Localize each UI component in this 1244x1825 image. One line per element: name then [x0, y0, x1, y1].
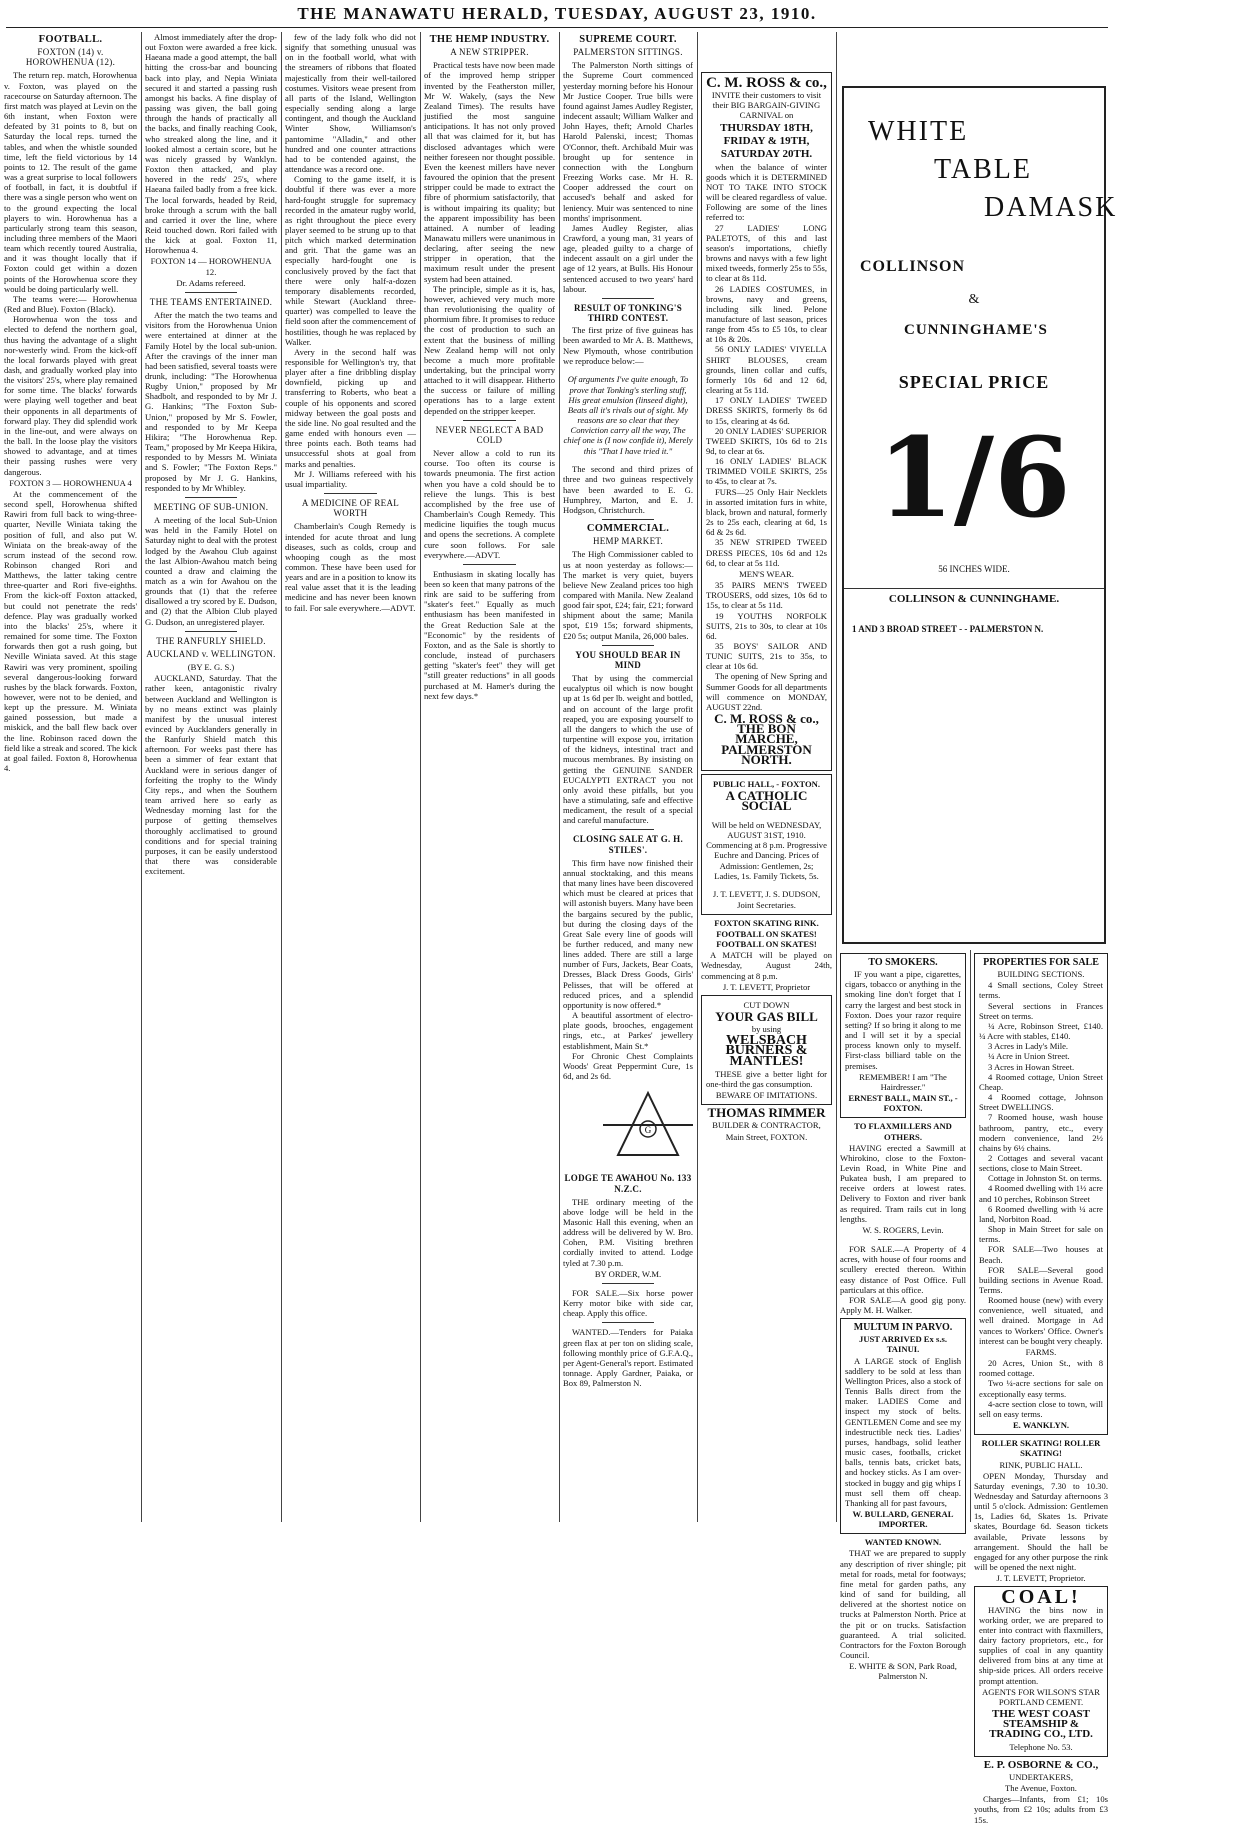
hemp-industry-heading: THE HEMP INDUSTRY. — [429, 34, 550, 45]
divider — [185, 292, 238, 293]
multum-signature: W. BULLARD, GENERAL IMPORTER. — [852, 1508, 954, 1530]
ross-item: 56 ONLY LADIES' VIYELLA SHIRT BLOUSES, cream grounds, linen collar and cuffs, formerly 10s 6d and 12 6d, clearing at 5s 11d. — [706, 344, 827, 396]
damask-address: 1 AND 3 BROAD STREET - - PALMERSTON N. — [852, 624, 1044, 634]
osborne-name: E. P. OSBORNE & CO., — [983, 1758, 1099, 1771]
coal-agents: AGENTS FOR WILSON'S STAR PORTLAND CEMENT. — [982, 1686, 1100, 1707]
multum-text: A LARGE stock of English saddlery to be sold at less than Wellington Prices, also a stock of Tennis Balls direct from the maker. LADIES Come and inspect my stock of belts. GENTLEMEN Come and see my indestructible neck ties. Ladies' purses, handbags, solid leather music cases, footballs, cricket balls, tennis bats, cricket bats, and hockey sticks. As I am over-stocked in buggy and gig whips I must sell them off cheap. Thanking all for past favours, — [845, 1355, 961, 1508]
article-paragraph: Practical tests have now been made of the improved hemp stripper invented by the Featherston miller, Mr W. Wakely, (says the New Zealand Times). The results have justified the most sanguine anticipations. It has not only proved all that was claimed for it, but has disclosed advantages which were neither foreseen nor thought possible. Even the keenest millers have never favoured the opinion that the present stripper could be made to extract the fibre of phormium satisfactorily, that is without impairing its quality; but the apparent impossibility has been attained. A number of leading Manawatu millers were unanimous in declaring, after seeing the new stripper in operation, that the maximum result under the present system had been attained. — [424, 60, 555, 284]
football-subheading: FOXTON (14) v. HOROWHENUA (12). — [25, 47, 116, 68]
wanted-signature: E. WHITE & SON, Park Road, Palmerston N. — [849, 1661, 957, 1682]
svg-text:G: G — [644, 1125, 652, 1136]
ross-item: 17 ONLY LADIES' TWEED DRESS SKIRTS, formerly 8s 6d to 15s, clearing at 4s 6d. — [706, 395, 827, 426]
property-item: 4-acre section close to town, will sell on easy terms. — [979, 1398, 1103, 1419]
ross-item: 26 LADIES COSTUMES, in browns, navy and greens, including silk lined. Pelone manufacture of last season, prices range from 45s to £5 10s, to clear at 10s & 20s. — [706, 283, 827, 345]
tender-ad: WANTED.—Tenders for Paiaka green flax at per ton on sliding scale, following monthly price of G.F.A.Q., per Agent-General's report. Estimated tonnage. Apply Gardner, Paiaka, or Box 89, Palmerston N. — [563, 1327, 693, 1389]
special-price: 1/6 — [877, 413, 1071, 542]
advert-paragraph: For Chronic Chest Complaints Woods' Great Peppermint Cure, 1s 6d, and 2s 6d. — [563, 1050, 693, 1082]
divider — [602, 1322, 654, 1323]
column-1 — [4, 32, 137, 1522]
multum-subtitle: JUST ARRIVED Ex s.s. TAINUI. — [859, 1334, 947, 1355]
ross-items — [706, 223, 827, 672]
smokers-signature: ERNEST BALL, MAIN ST., - FOXTON. — [848, 1093, 958, 1114]
supreme-court-heading: SUPREME COURT. — [579, 34, 677, 45]
osborne-trade: UNDERTAKERS, — [1009, 1771, 1073, 1782]
bad-cold-heading: NEVER NEGLECT A BAD COLD — [435, 424, 544, 445]
rimmer-address: Main Street, FOXTON. — [725, 1131, 808, 1142]
damask-line: DAMASK — [984, 192, 1118, 223]
new-stripper-subheading: A NEW STRIPPER. — [450, 47, 529, 58]
osborne-charges: Charges—Infants, from £1; 10s youths, from £2 10s; adults from £3 15s. — [974, 1794, 1108, 1825]
commercial-heading: COMMERCIAL. — [586, 523, 670, 535]
property-for-sale-ad: FOR SALE.—A Property of 4 acres, with house of four rooms and scullery erected thereon. Within easy distance of Post Office. Full particulars at this office. — [840, 1244, 966, 1295]
flax-signature: W. S. ROGERS, Levin. — [862, 1224, 944, 1235]
property-item: 7 Roomed house, wash house bathroom, pantry, etc., every modern convenience, land 2½ chains by 6½ chains. — [979, 1112, 1103, 1153]
hemp-market-subheading: HEMP MARKET. — [592, 536, 664, 547]
rink-title: FOXTON SKATING RINK. — [714, 917, 819, 928]
ranfurly-shield-heading: THE RANFURLY SHIELD. — [156, 635, 266, 646]
gas-warning: BEWARE OF IMITATIONS. — [715, 1090, 818, 1101]
ross-closing: The opening of New Spring and Summer Goods for all departments will commence on MONDAY, AUGUST 22nd. — [706, 671, 827, 712]
article-paragraph: Mr J. Williams refereed with his usual impartiality. — [285, 468, 416, 489]
article-paragraph: A meeting of the local Sub-Union was held in the Family Hotel on Saturday night to deal with the protest lodged by the Awahou Club against the last Albion-Awahou match being counted a draw and claiming the match as a win for Awahou on the grounds that (1) that the referee disallowed a try scored by E. Dudson, and (2) that the Albion Club played G. Dudson, an unregistered player. — [145, 515, 277, 627]
smokers-advert — [840, 953, 966, 1118]
masthead-rule — [6, 27, 1108, 28]
hall-title: PUBLIC HALL, - FOXTON. — [712, 778, 821, 789]
referee-note: Dr. Adams refereed. — [176, 277, 246, 288]
medicine-heading: A MEDICINE OF REAL WORTH — [301, 498, 400, 519]
coal-telephone: Telephone No. 53. — [1009, 1741, 1073, 1752]
column-3 — [285, 32, 416, 1522]
rimmer-trade: BUILDER & CONTRACTOR, — [712, 1120, 821, 1131]
sub-union-heading: MEETING OF SUB-UNION. — [153, 501, 269, 512]
column-2 — [145, 32, 277, 1522]
property-item: FOR SALE—Several good building sections in Avenue Road. Terms. — [979, 1264, 1103, 1295]
skate-text: OPEN Monday, Thursday and Saturday evenings, 7.30 to 10.30. Wednesday and Saturday afternoons 3 until 5 o'clock. Admission: Gentlemen 1s, Ladies 6d, Skates 1s. Private skates, Bourdage 6d. Season tickets available, Private lessons by arrangement. Should the hall be engaged for any other purpose the rink will be opened the next night. — [974, 1470, 1108, 1573]
article-paragraph: The Palmerston North sittings of the Supreme Court commenced yesterday morning before his Honour Mr Justice Cooper. True bills were found against James Audley Register, indecent assault; William Walker and John Hayes, theft; Arnold Charles Harold Palenski, incest; Thomas O'Connor, theft. Archibald Muir was brought up for sentence in connection with the Longburn Freezing Works case. Mr H. R. Cooper addressed the court on accused's behalf and asked for leniency. Muir was sentenced to nine months' imprisonment. — [563, 60, 693, 223]
ross-item: FURS—25 Only Hair Necklets in assorted imitation furs in white, black, brown and natural, formerly 2s to 25s each, clearing at 6d, 1s 6d & 2s 6d. — [706, 486, 827, 538]
football-teams: The teams were:— Horowhenua (Red and Blue). Foxton (Black). — [4, 293, 137, 315]
properties-advert — [974, 953, 1108, 1435]
column-rule — [281, 32, 282, 1522]
smokers-text: IF you want a pipe, cigarettes, cigars, tobacco or anything in the smoking line don't forget that I carry the largest and best stock in Foxton. Does your razor require setting? If so bring it along to me and I will set it by a special process known only to myself. First-class billiard table on the premises. — [845, 969, 961, 1071]
lodge-notice: THE ordinary meeting of the above lodge will be held in the Masonic Hall this evening, when an address will be delivered by W. Bro. Cohen, P.M. Visiting brethren cordially invited to attend. Lodge tyled at 7.30 p.m. — [563, 1196, 693, 1268]
ross-item: MEN'S WEAR. — [739, 568, 794, 579]
coal-advert — [974, 1586, 1108, 1756]
hall-details: Will be held on WEDNESDAY, AUGUST 31ST, 1910. Commencing at 8 p.m. Progressive Euchre and Dancing. Prices of Admission: Gentlemen, 2s; Ladies, 1s. Family Tickets, 5s. — [706, 819, 827, 881]
football-paragraph: At the commencement of the second spell, Horowhenua shifted Rawiri from full back to wing-three-quarter, Neville Winiata taking the position of full, and also put W. Winiata on the break-away of the scrum instead of the second row. Robinson changed Rori and Matthews, the latter taking centre three-quarter and Rori five-eighths. From the kick-off Foxton attacked, but could not penetrate the reds' defence. Play was gradually worked into the blacks' 25's, where it remained for some time. The Foxton forwards then got a rush going, but Neville Winiata saved. At this stage Rawiri was very prominent, spoiling several dangerous-looking forward rushes by the black forwards. Foxton, however, were not to be denied, and kept up the pressure. M. Winiata gained possession, but made a miskick, and the ball flew back over the line. Robinson raced down the field like a streak and scored. The kick at goal failed. Foxton 8, Horowhenua 4. — [4, 488, 137, 774]
advert-paragraph: That by using the commercial eucalyptus oil which is now bought up at 1s 6d per lb. weight and bottled, and on account of the large profit reaped, you are exposing yourself to all the dangers to which the use of turpentine will expose you, irritation of the kidneys, intestinal tract and mucous membranes. By insisting on getting the GENUINE SANDER EUCALYPTI EXTRACT you not only avoid these pitfalls, but you have a stimulating, safe and effective medicament, the result of a special and careful manufacture. — [563, 673, 693, 826]
advert-paragraph: Never allow a cold to run its course. Too often its course is towards pneumonia. The first action when you have a cold should be to relieve the lungs. This is best accomplished by the free use of Chamberlain's Cough Remedy. This medicine liquifies the tough mucus and opens the secretions. A complete cure soon follows. For sale everywhere.—ADVT. — [424, 448, 555, 560]
final-score: FOXTON 14 — HOROWHENUA 12. — [150, 256, 272, 277]
skating-rink-advert — [701, 918, 832, 992]
wanted-known-advert — [840, 1537, 966, 1681]
ross-item: 35 NEW STRIPED TWEED DRESS PIECES, 10s 6d and 12s 6d, to clear at 5s 11d. — [706, 537, 827, 568]
white-table-damask-advert — [842, 86, 1118, 944]
column-rule — [141, 32, 142, 1522]
ross-advert — [701, 72, 832, 771]
divider — [602, 1283, 654, 1284]
wanted-text: THAT we are prepared to supply any description of river shingle; pit metal for roads, metal for footways; fine metal for garden paths, any kind of sand for building, all delivered at the shortest notice on trucks at Palmerston North. Price at the pit or on trucks. Satisfaction guaranteed. A trial solicited. Contractors for the Foxton Borough Council. — [840, 1548, 966, 1660]
column-8 — [974, 950, 1108, 1825]
ross-item: 35 BOYS' SAILOR AND TUNIC SUITS, 21s to 35s, to clear at 10s 6d. — [706, 640, 827, 672]
property-item: 3 Acres in Lady's Mile. — [988, 1041, 1069, 1052]
ross-name: C. M. ROSS & co., — [706, 75, 827, 91]
property-item: 3 Acres in Howan Street. — [988, 1061, 1075, 1072]
article-paragraph: AUCKLAND, Saturday. That the rather keen, antagonistic rivalry between Auckland and Wellington is by no means extinct was plainly manifest by the unusual interest evinced by Aucklanders generally in the Ranfurly Shield match this afternoon. For weeks past there has been a simmer of fear extant that Auckland were in serious danger of forfeiting the trophy to the Windy City reps., and when the Southern team arrived here so early as Wednesday morning last for the purpose of getting themselves thoroughly acclimatised to ground conditions and for special training purposes, it can be easily understood that there was considerable excitement. — [145, 673, 277, 877]
rink-signature: J. T. LEVETT, Proprietor — [722, 981, 811, 992]
column-5 — [563, 32, 693, 1522]
property-item: 4 Roomed cottage, Union Street Cheap. — [979, 1071, 1103, 1092]
divider — [185, 497, 238, 498]
divider — [185, 631, 238, 632]
rimmer-name: THOMAS RIMMER — [707, 1105, 826, 1121]
public-hall-advert — [701, 774, 832, 915]
divider — [602, 519, 654, 520]
gas-line: by using — [751, 1024, 782, 1035]
column-rule — [420, 32, 421, 1522]
rimmer-advert — [701, 1105, 832, 1142]
article-paragraph: The High Commissioner cabled to us at noon yesterday as follows:—The market is very quiet, buyers believe New Zealand prices too high compared with Manila. New Zealand good fair spot, £24; fair, £21; forward shipment about the same; Manila spot, £19 15s; forward shipments, £20 5s; output Manila, 26,000 bales. — [563, 549, 693, 641]
damask-firm: COLLINSON & CUNNINGHAME. — [888, 593, 1060, 605]
divider — [463, 564, 515, 565]
property-item: Two ¼-acre sections for sale on exceptionally easy terms. — [979, 1378, 1103, 1399]
ross-item: 20 ONLY LADIES' SUPERIOR TWEED SKIRTS, 10s 6d to 21s 9d, to clear at 6s. — [706, 425, 827, 456]
osborne-advert — [974, 1760, 1108, 1825]
flax-text: HAVING erected a Sawmill at Whirokino, close to the Foxton-Levin Road, in White Pine and Pukatea bush, I am prepared to receive orders at lowest rates. Delivery to Foxton and river bank as required. Tram rails cut in long lengths. — [840, 1142, 966, 1224]
gas-product: WELSBACH BURNERS & MANTLES! — [725, 1033, 808, 1069]
smokers-remember: REMEMBER! I am "The Hairdresser." — [859, 1071, 947, 1092]
article-paragraph: The first prize of five guineas has been awarded to Mr A. B. Matthews, New Plymouth, whose contribution we reproduce below:— — [563, 325, 693, 366]
lodge-signature: BY ORDER, W.M. — [594, 1268, 662, 1279]
football-heading: FOOTBALL. — [38, 34, 103, 45]
divider — [602, 829, 654, 830]
property-item: 4 Small sections, Coley Street terms. — [979, 980, 1103, 1001]
article-paragraph: Coming to the game itself, it is doubtful if there was ever a more hard-fought struggle for supremacy recorded in the amateur rugby world, as right throughout the piece every player seemed to be strung up to that pitch which marked determination and grit. That the game was an especially hard-fought one is conclusively proved by the fact that there were only half-a-dozen temporary disablements recorded, while Stewart (Auckland three-quarter) was compelled to leave the field soon after the commencement of hostilities, though he was replaced by Walker. — [285, 174, 416, 347]
flax-title: TO FLAXMILLERS AND OTHERS. — [854, 1121, 952, 1142]
column-6 — [701, 32, 832, 1522]
damask-line: WHITE — [868, 116, 969, 147]
damask-firm-line: CUNNINGHAME'S — [904, 322, 1048, 338]
article-paragraph: The second and third prizes of three and two guineas respectively have been awarded to E. G. Humphrey, Marton, and E. J. Hodgson, Christchurch. — [563, 464, 693, 515]
ross-footer: C. M. ROSS & co., THE BON MARCHE, PALMERSTON NORTH. — [714, 711, 819, 767]
article-paragraph: The principle, simple as it is, has, however, achieved very much more than revolutionising the quality of phormium fibre. It promises to reduce the cost of production to such an extent that the business of milling New Zealand hemp will not only become a much more profitable undertaking, but the principal worry attached to it will disappear. Hitherto the success or failure of milling operations has to a large extent depended on the stripper keeper. — [424, 283, 555, 416]
rink-details: A MATCH will be played on Wednesday, August 24th, commencing at 8 p.m. — [701, 950, 832, 981]
ross-item: 19 YOUTHS NORFOLK SUITS, 21s to 30s, to clear at 10s 6d. — [706, 610, 827, 641]
property-item: 2 Cottages and several vacant sections, close to Main Street. — [979, 1152, 1103, 1174]
advert-paragraph: Enthusiasm in skating locally has been so keen that many patrons of the rink are said to be suffering from "skater's feet." Equally as much enthusiasm has been manifested in the Great Reduction Sale at the "Economic" by the residents of Foxton, and as the Sale is shortly to conclude, instead of purchasers getting "skater's feet" they will get "still greater reductions" in all goods purchased at M. Hamer's during the next few days.* — [424, 568, 555, 701]
properties-signature: E. WANKLYN. — [1012, 1420, 1070, 1431]
ross-invite: INVITE their customers to visit their BIG BARGAIN-GIVING CARNIVAL on — [711, 90, 822, 121]
ross-item: 35 PAIRS MEN'S TWEED TROUSERS, odd sizes, 10s 6d to 15s, to clear at 5s 11d. — [706, 580, 827, 611]
skate-signature: J. T. LEVETT, Proprietor. — [996, 1573, 1086, 1584]
closing-sale-heading: CLOSING SALE AT G. H. STILES'. — [573, 834, 683, 855]
column-rule — [697, 32, 698, 1522]
ross-item: 27 LADIES' LONG PALETOTS, of this and last season's importations, chiefly browns and navys with a few light mixed tweeds, formerly 25s to 55s, to clear at 8s 11d. — [706, 222, 828, 284]
motor-bike-ad: FOR SALE.—Six horse power Kerry motor bike with side car, cheap. Apply this office. — [563, 1287, 693, 1319]
property-item: FOR SALE—Two houses at Beach. — [979, 1244, 1103, 1265]
column-rule — [970, 950, 971, 1522]
welsbach-advert — [701, 995, 832, 1105]
column-7 — [840, 950, 966, 1682]
damask-firm-line: COLLINSON — [860, 258, 966, 275]
football-paragraph: Horowhenua won the toss and elected to defend the northern goal, thus having the advantage of a slight nor-westerly wind. From the kick-off the local forwards played with great dash, and gradually worked play into the visitors' 25's, where play remained for some time. The blacks' forwards were playing well together and beat their opponents in all departments of forward play. They did splendid work in the line-out, and were always on the ball. In the loose play the visitors showed to advantage, and at times their passing rushes were very dangerous. — [4, 314, 137, 477]
wanted-title: WANTED KNOWN. — [864, 1537, 942, 1548]
advert-paragraph: Chamberlain's Cough Remedy is intended for acute throat and lung diseases, such as colds, croup and whooping cough as the most common. These have been used for years and are in a position to know its real value asset that it is the leading medicine and has never been known to fail. For sale everywhere.—ADVT. — [285, 521, 416, 613]
divider — [602, 298, 654, 299]
gas-line: CUT DOWN — [743, 999, 790, 1010]
tonking-heading: RESULT OF TONKING'S THIRD CONTEST. — [573, 302, 683, 324]
teams-entertained-heading: THE TEAMS ENTERTAINED. — [149, 296, 273, 307]
skate-subtitle: RINK, PUBLIC HALL. — [999, 1459, 1083, 1470]
article-paragraph: Avery in the second half was responsible for Wellington's try, that player after a fine dribbling display downfield, picking up and transferring to Roberts, who beat a couple of his opponents and scored midway between the goal posts and the side line. No goal resulted and the game ended with honours even — three points each. Both teams had unsuccessful shots at goal from marks and penalties. — [285, 346, 416, 469]
hall-event: A CATHOLIC SOCIAL — [725, 788, 808, 814]
column-rule — [559, 32, 560, 1522]
smokers-title: TO SMOKERS. — [868, 957, 938, 968]
prize-poem: Of arguments I've quite enough, To prove that Tonking's sterling stuff, His great emulsion (linseed dight), Beats all it's rivals out of sight. My reasons are so clear that they Conviction carry all the way, The chief one is (I now confide it), Merely this "That I have tried it." — [563, 374, 693, 456]
coal-company: THE WEST COAST STEAMSHIP & TRADING CO., LTD. — [989, 1708, 1093, 1741]
column-rule — [836, 32, 837, 1522]
property-item: 4 Roomed cottage, Johnson Street DWELLINGS. — [979, 1092, 1103, 1113]
football-paragraph: Almost immediately after the drop-out Foxton were awarded a free kick. Haeana made a good attempt, the ball hitting the cross-bar and bouncing back into play, and Nepia Winiata secured it and started a passing rush amongst his backs. A fine display of passing was given, the ball going through the hands of practically all the backs, and finally reaching Cook, who streaked along the line, and it looked almost a certain score, but he was nicely grassed by Wanklyn. Foxton then attacked, and play hovered in the reds' 25's, where Haeana failed badly from a free kick. The local forwards, headed by Reid, broke through a scrum with the ball and carried it over the line, where Reid touched down. Rori failed with the kick at goal. Foxton 11, Horowhenua 4. — [145, 32, 277, 256]
damask-firm-line: & — [968, 292, 980, 307]
divider — [324, 493, 376, 494]
rink-subtitle: FOOTBALL ON SKATES! FOOTBALL ON SKATES! — [716, 928, 817, 950]
property-item: 20 Acres, Union St., with 8 roomed cottage. — [979, 1358, 1103, 1379]
column-4 — [424, 32, 555, 1522]
gas-line: YOUR GAS BILL — [715, 1009, 818, 1024]
gas-details: THESE give a better light for one-third the gas consumption. — [706, 1068, 827, 1089]
damask-width: 56 INCHES WIDE. — [938, 564, 1010, 574]
skate-title: ROLLER SKATING! ROLLER SKATING! — [981, 1438, 1101, 1459]
ross-item: 16 ONLY LADIES' BLACK TRIMMED VOILE SKIRTS, 25s to 45s, to clear at 7s. — [706, 456, 827, 487]
divider — [878, 1239, 928, 1240]
advert-paragraph: A beautiful assortment of electro-plate goods, brooches, engagement rings, etc., at Parkes' jewellery establishment, Main St.* — [563, 1010, 693, 1051]
roller-skating-advert — [974, 1438, 1108, 1583]
flaxmillers-advert — [840, 1121, 966, 1235]
hall-signature: J. T. LEVETT, J. S. DUDSON, Joint Secretaries. — [712, 889, 821, 910]
lodge-heading: LODGE TE AWAHOU No. 133 N.Z.C. — [564, 1173, 692, 1194]
property-item: Shop in Main Street for sale on terms. — [979, 1224, 1103, 1245]
ross-days: THURSDAY 18TH, FRIDAY & 19TH, SATURDAY 20TH. — [720, 121, 813, 160]
masthead: THE MANAWATU HERALD, TUESDAY, AUGUST 23, 1910. — [297, 4, 817, 23]
properties-subtitle: BUILDING SECTIONS. — [997, 969, 1085, 980]
property-item: ¼ Acre, Robinson Street, £140. ¼ Acre with stables, £140. — [979, 1020, 1103, 1042]
multum-advert — [840, 1318, 966, 1534]
coal-text: HAVING the bins now in working order, we are prepared to enter into contract with flaxmillers, dairy factory proprietors, etc., for supplies of coal in any quantity delivered from bins at any time at ship-side prices. All orders receive prompt attention. — [979, 1604, 1103, 1686]
properties-title: PROPERTIES FOR SALE — [983, 957, 1099, 968]
special-price-line: SPECIAL PRICE — [898, 372, 1050, 392]
divider — [844, 588, 1104, 589]
article-paragraph: After the match the two teams and visitors from the Horowhenua Union were entertained at dinner at the Family Hotel by the local sub-union. After the cravings of the inner man had been satisfied, several toasts were drunk, including: "The Horowhenua Rugby Union," proposed by Mr Shadbolt, and responded to by Mr J. G. Hankins; "The Foxton Sub-Union," proposed by Mr S. Fowler, and responded to by Mr Keepa Hikira; "The Horowhenua Rep. Team," proposed by Mr Keepa Hikira, responded to by Messrs M. Winiata and S. Fowler; "The Foxton Reps." proposed by Mr J. G. Hankins, responded to by Mr Whibley. — [145, 310, 278, 493]
advert-paragraph: This firm have now finished their annual stocktaking, and this means that many lines have been discovered which must be cleared at prices that will astonish buyers. Many have been the bargains secured by the public, but during the closing days of the Great Sale every line of goods will be further reduced, and many new lines added. There are still a large number of Furs, Jackets, Bear Coats, Dresses, Black Dress Goods, Girls' Pelisses, that will be offered at reduced prices, and a splendid opportunity is now offered.* — [563, 857, 693, 1010]
half-time-score: FOXTON 3 — HOROWHENUA 4 — [9, 477, 132, 488]
property-item: FARMS. — [1025, 1346, 1057, 1357]
property-item: 6 Roomed dwelling with ¼ acre land, Norbiton Road. — [979, 1203, 1103, 1224]
article-paragraph: James Audley Register, alias Crawford, a young man, 31 years of age, pleaded guilty to a charge of indecent assault on a girl under the age of 12 years, at Bulls. His Honour sentenced accused to two years' hard labour. — [563, 222, 693, 294]
property-item: 4 Roomed dwelling with 1½ acre and 10 perches, Robinson Street — [979, 1183, 1103, 1204]
byline: (BY E. G. S.) — [187, 662, 235, 673]
gig-pony-ad: FOR SALE—A good gig pony. Apply M. H. Walker. — [840, 1294, 966, 1315]
property-item: Cottage in Johnston St. on terms. — [988, 1173, 1102, 1184]
property-item: ¼ Acre in Union Street. — [988, 1051, 1070, 1062]
property-item: Roomed house (new) with every convenience, well situated, and well drained. Mortgage in Ad vances to Workers' Office. Owner's interest can be bought very cheaply. — [979, 1295, 1103, 1346]
multum-title: MULTUM IN PARVO. — [853, 1322, 953, 1334]
ross-paragraph: when the balance of winter goods which it is DETERMINED NOT TO TAKE INTO STOCK will be cleared regardless of value. Following are some of the lines referred to: — [706, 161, 827, 223]
coal-title: COAL! — [1001, 1586, 1081, 1609]
damask-line: TABLE — [934, 154, 1032, 185]
divider — [463, 420, 515, 421]
palmerston-sittings-subheading: PALMERSTON SITTINGS. — [573, 47, 683, 58]
osborne-address: The Avenue, Foxton. — [1005, 1783, 1077, 1794]
bear-in-mind-heading: YOU SHOULD BEAR IN MIND — [575, 649, 681, 670]
property-item: Several sections in Frances Street on terms. — [979, 1000, 1103, 1021]
football-paragraph: The return rep. match, Horowhenua v. Foxton, was played on the racecourse on Saturday afternoon. The first match was played at Levin on the 6th instant, when Foxton were defeated by 31 points to 8, but on Saturday the local reps. turned the tables, and when the whistle sounded time, left the field victorious by 14 points to 12. The result of the game was a great surprise to local followers of football, in fact, it is doubtful if there was a single person who went on to the ground expecting the local players to win. Horowhenua has a particularly strong team this season, including three members of the Maori team which recently toured Australia, and it was thought locally that if Foxton could get within a dozen points of the Horowhenua score they would be doing particularly well. — [4, 70, 137, 294]
article-paragraph: few of the lady folk who did not signify that something unusual was on in the football world, what with the streamers of ribbons that floated majestically from their well-tailored costumes. Visitors weae present from all parts of the Island, Wellington especially sending along a large contingent, and though the Auckland Winter Show, Williamson's pantomime "Alladin," and other hundred and one counter attractions had to be contended against, the attendance was a record one. — [285, 32, 416, 175]
divider — [602, 645, 654, 646]
ranfurly-subheading: AUCKLAND v. WELLINGTON. — [146, 648, 276, 659]
